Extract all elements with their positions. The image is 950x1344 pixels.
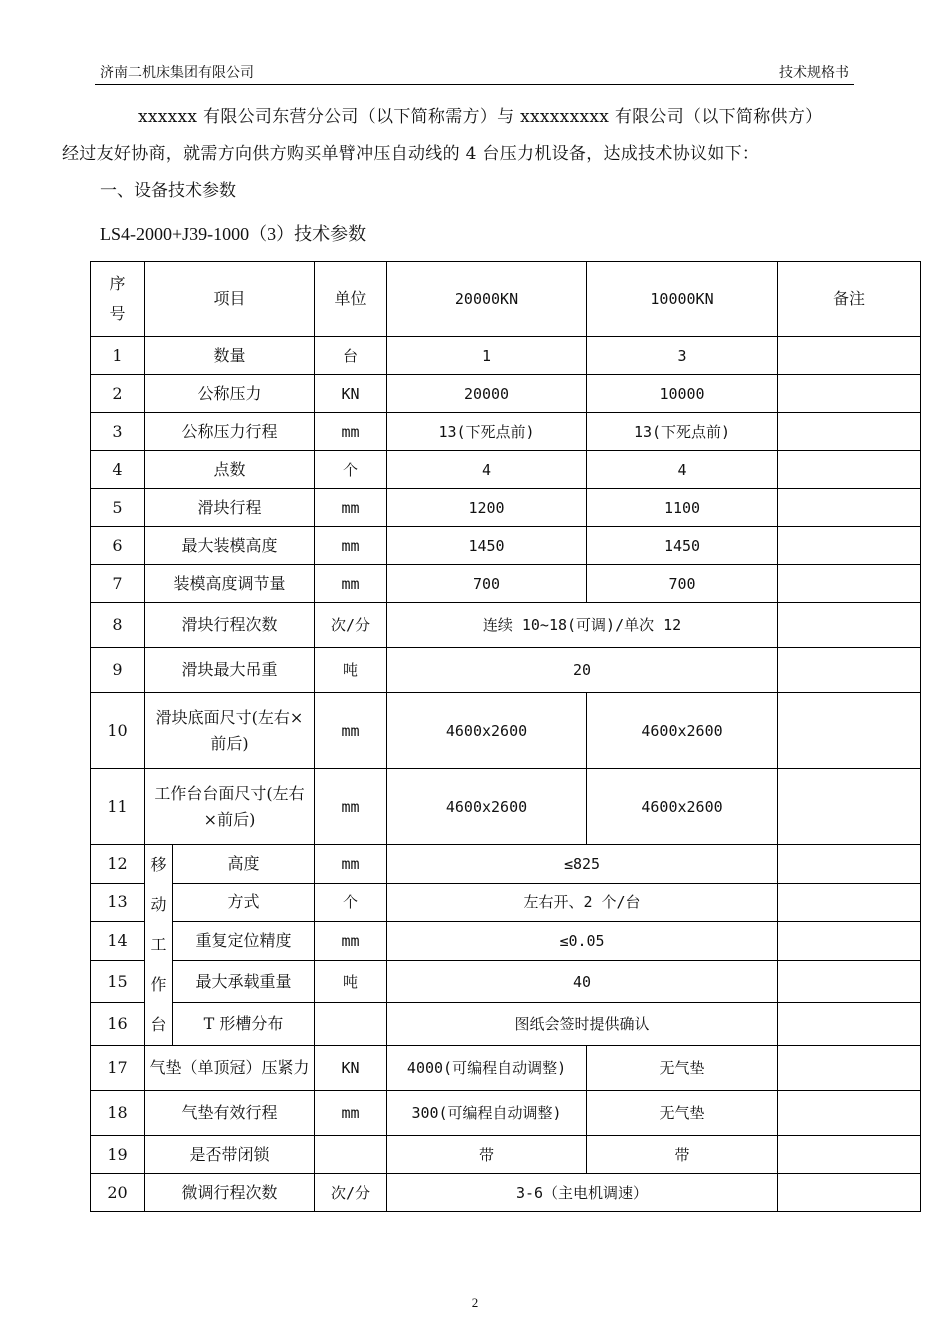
intro-line-2: 经过友好协商，就需方向供方购买单臂冲压自动线的 4 台压力机设备，达成技术协议如下：	[62, 144, 760, 164]
row-item: 滑块行程次数	[145, 603, 315, 648]
row-remark	[778, 337, 921, 375]
table-row	[91, 1091, 921, 1136]
row-item: T 形槽分布	[173, 1003, 315, 1046]
row-unit	[315, 1003, 387, 1046]
row-remark	[778, 413, 921, 451]
row-unit: 次/分	[315, 603, 387, 648]
row-number: 12	[91, 845, 145, 884]
table-row	[91, 648, 921, 693]
row-value-merged: 3-6（主电机调速）	[387, 1174, 778, 1212]
row-value-20000kn: 带	[387, 1136, 587, 1174]
row-remark	[778, 960, 921, 1003]
row-value-20000kn: 4	[387, 451, 587, 489]
row-remark	[778, 883, 921, 922]
header-unit: 单位	[315, 262, 387, 337]
table-title: LS4-2000+J39-1000（3）技术参数	[100, 224, 367, 244]
table-row	[91, 922, 921, 961]
table-row	[91, 1136, 921, 1174]
row-value-20000kn: 4600x2600	[387, 769, 587, 845]
row-remark	[778, 565, 921, 603]
row-number: 2	[91, 375, 145, 413]
table-row	[91, 693, 921, 769]
header-col-b: 10000KN	[587, 262, 778, 337]
row-value-10000kn: 4	[587, 451, 778, 489]
row-item: 工作台台面尺寸(左右×前后)	[145, 769, 315, 845]
row-unit: KN	[315, 375, 387, 413]
row-remark	[778, 451, 921, 489]
group-label-char: 动	[150, 895, 167, 914]
row-value-10000kn: 1100	[587, 489, 778, 527]
row-unit: mm	[315, 527, 387, 565]
row-item: 气垫有效行程	[145, 1091, 315, 1136]
row-remark	[778, 1003, 921, 1046]
table-row	[91, 960, 921, 1003]
row-number: 4	[91, 451, 145, 489]
row-value-20000kn: 13(下死点前)	[387, 413, 587, 451]
row-number: 9	[91, 648, 145, 693]
row-unit: mm	[315, 413, 387, 451]
row-item: 高度	[173, 845, 315, 884]
row-number: 6	[91, 527, 145, 565]
table-row	[91, 1174, 921, 1212]
table-row	[91, 565, 921, 603]
table-header-row	[91, 262, 921, 337]
row-unit: mm	[315, 922, 387, 961]
row-number: 20	[91, 1174, 145, 1212]
row-remark	[778, 489, 921, 527]
header-rule	[95, 84, 854, 85]
row-value-10000kn: 带	[587, 1136, 778, 1174]
row-item: 是否带闭锁	[145, 1136, 315, 1174]
row-item: 公称压力	[145, 375, 315, 413]
row-value-merged: 图纸会签时提供确认	[387, 1003, 778, 1046]
row-item: 滑块最大吊重	[145, 648, 315, 693]
row-value-merged: 40	[387, 960, 778, 1003]
row-item: 数量	[145, 337, 315, 375]
row-value-20000kn: 4600x2600	[387, 693, 587, 769]
row-remark	[778, 603, 921, 648]
spec-table	[90, 261, 921, 1212]
row-item: 滑块底面尺寸(左右×前后)	[145, 693, 315, 769]
row-number: 19	[91, 1136, 145, 1174]
row-value-10000kn: 无气垫	[587, 1091, 778, 1136]
table-row	[91, 1003, 921, 1046]
row-value-20000kn: 1	[387, 337, 587, 375]
row-value-merged: 连续 10~18(可调)/单次 12	[387, 603, 778, 648]
header-company: 济南二机床集团有限公司	[100, 65, 254, 81]
row-item: 微调行程次数	[145, 1174, 315, 1212]
row-number: 15	[91, 960, 145, 1003]
table-row	[91, 527, 921, 565]
group-label-mobile-table	[145, 845, 173, 1046]
row-unit: mm	[315, 693, 387, 769]
row-unit: 吨	[315, 960, 387, 1003]
row-value-10000kn: 10000	[587, 375, 778, 413]
row-item: 重复定位精度	[173, 922, 315, 961]
row-unit: 台	[315, 337, 387, 375]
row-number: 13	[91, 883, 145, 922]
row-value-10000kn: 4600x2600	[587, 769, 778, 845]
header-no: 序号	[91, 262, 145, 337]
row-value-20000kn: 4000(可编程自动调整)	[387, 1046, 587, 1091]
row-unit: 个	[315, 883, 387, 922]
row-item: 滑块行程	[145, 489, 315, 527]
row-number: 17	[91, 1046, 145, 1091]
row-remark	[778, 375, 921, 413]
group-label-char: 作	[150, 975, 167, 994]
row-item: 最大承载重量	[173, 960, 315, 1003]
row-remark	[778, 693, 921, 769]
row-value-10000kn: 3	[587, 337, 778, 375]
row-value-merged: ≤0.05	[387, 922, 778, 961]
row-value-20000kn: 300(可编程自动调整)	[387, 1091, 587, 1136]
row-value-10000kn: 700	[587, 565, 778, 603]
intro-paragraph	[62, 99, 852, 173]
row-item: 点数	[145, 451, 315, 489]
row-number: 8	[91, 603, 145, 648]
row-remark	[778, 527, 921, 565]
group-label-char: 移	[150, 855, 167, 874]
row-value-merged: 左右开、2 个/台	[387, 883, 778, 922]
row-remark	[778, 648, 921, 693]
row-remark	[778, 1091, 921, 1136]
row-value-20000kn: 1450	[387, 527, 587, 565]
row-unit: mm	[315, 1091, 387, 1136]
table-row	[91, 489, 921, 527]
table-row	[91, 883, 921, 922]
header-col-a: 20000KN	[387, 262, 587, 337]
row-number: 3	[91, 413, 145, 451]
intro-line-1: xxxxxx 有限公司东营分公司（以下简称需方）与 xxxxxxxxx 有限公司（以下简称供方）	[138, 107, 823, 127]
section-heading: 一、设备技术参数	[100, 181, 236, 201]
header-doc-type: 技术规格书	[779, 65, 849, 81]
row-number: 7	[91, 565, 145, 603]
table-row	[91, 1046, 921, 1091]
row-number: 11	[91, 769, 145, 845]
row-value-merged: ≤825	[387, 845, 778, 884]
row-item: 气垫（单顶冠）压紧力	[145, 1046, 315, 1091]
page-number: 2	[471, 1295, 479, 1310]
row-number: 5	[91, 489, 145, 527]
row-remark	[778, 1174, 921, 1212]
row-number: 14	[91, 922, 145, 961]
row-item: 方式	[173, 883, 315, 922]
table-row	[91, 769, 921, 845]
table-row	[91, 413, 921, 451]
row-unit: 个	[315, 451, 387, 489]
group-label-char: 台	[150, 1015, 167, 1034]
row-unit: 吨	[315, 648, 387, 693]
row-item: 装模高度调节量	[145, 565, 315, 603]
row-unit	[315, 1136, 387, 1174]
row-unit: mm	[315, 845, 387, 884]
row-unit: 次/分	[315, 1174, 387, 1212]
row-remark	[778, 769, 921, 845]
row-value-20000kn: 1200	[387, 489, 587, 527]
row-value-10000kn: 13(下死点前)	[587, 413, 778, 451]
row-unit: KN	[315, 1046, 387, 1091]
row-number: 18	[91, 1091, 145, 1136]
row-item: 公称压力行程	[145, 413, 315, 451]
row-value-20000kn: 700	[387, 565, 587, 603]
row-remark	[778, 845, 921, 884]
row-unit: mm	[315, 565, 387, 603]
table-row	[91, 337, 921, 375]
table-row	[91, 451, 921, 489]
table-row	[91, 845, 921, 884]
row-value-10000kn: 1450	[587, 527, 778, 565]
table-row	[91, 375, 921, 413]
row-value-10000kn: 4600x2600	[587, 693, 778, 769]
table-row	[91, 603, 921, 648]
row-number: 1	[91, 337, 145, 375]
row-item: 最大装模高度	[145, 527, 315, 565]
row-value-20000kn: 20000	[387, 375, 587, 413]
row-number: 10	[91, 693, 145, 769]
row-remark	[778, 1046, 921, 1091]
row-unit: mm	[315, 489, 387, 527]
row-remark	[778, 1136, 921, 1174]
row-number: 16	[91, 1003, 145, 1046]
row-unit: mm	[315, 769, 387, 845]
row-remark	[778, 922, 921, 961]
header-remark: 备注	[778, 262, 921, 337]
header-item: 项目	[145, 262, 315, 337]
row-value-merged: 20	[387, 648, 778, 693]
group-label-char: 工	[150, 935, 167, 954]
row-value-10000kn: 无气垫	[587, 1046, 778, 1091]
